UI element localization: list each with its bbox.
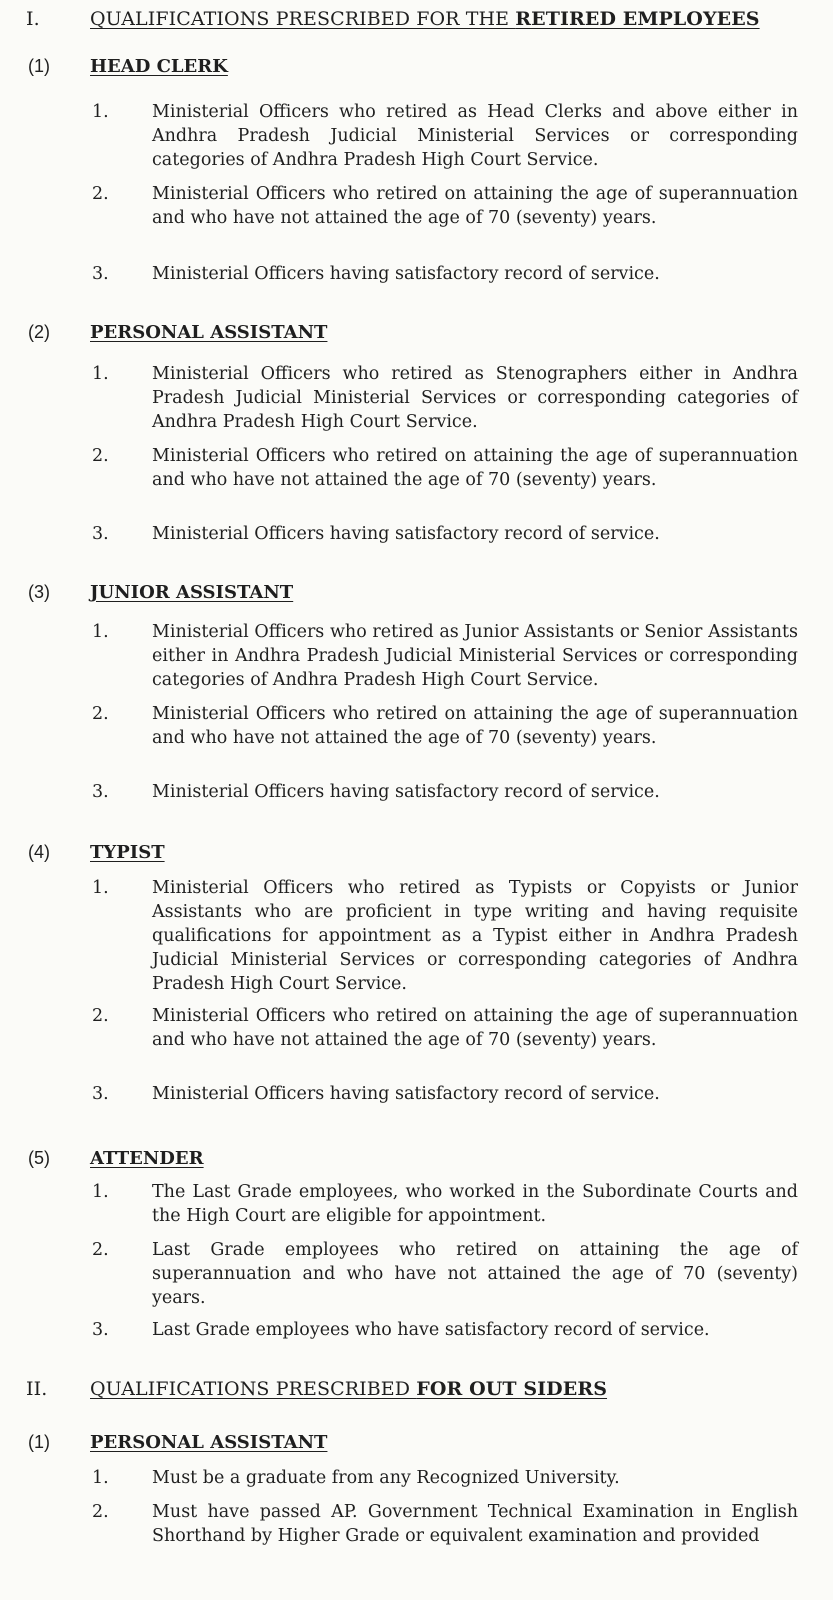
part-2-numeral: II. [26, 1378, 48, 1400]
part-2-title: QUALIFICATIONS PRESCRIBED FOR OUT SIDERS [90, 1378, 608, 1400]
part-1-numeral: I. [26, 8, 40, 30]
part-1-title: QUALIFICATIONS PRESCRIBED FOR THE RETIRED EMPLOYEES [90, 8, 760, 30]
